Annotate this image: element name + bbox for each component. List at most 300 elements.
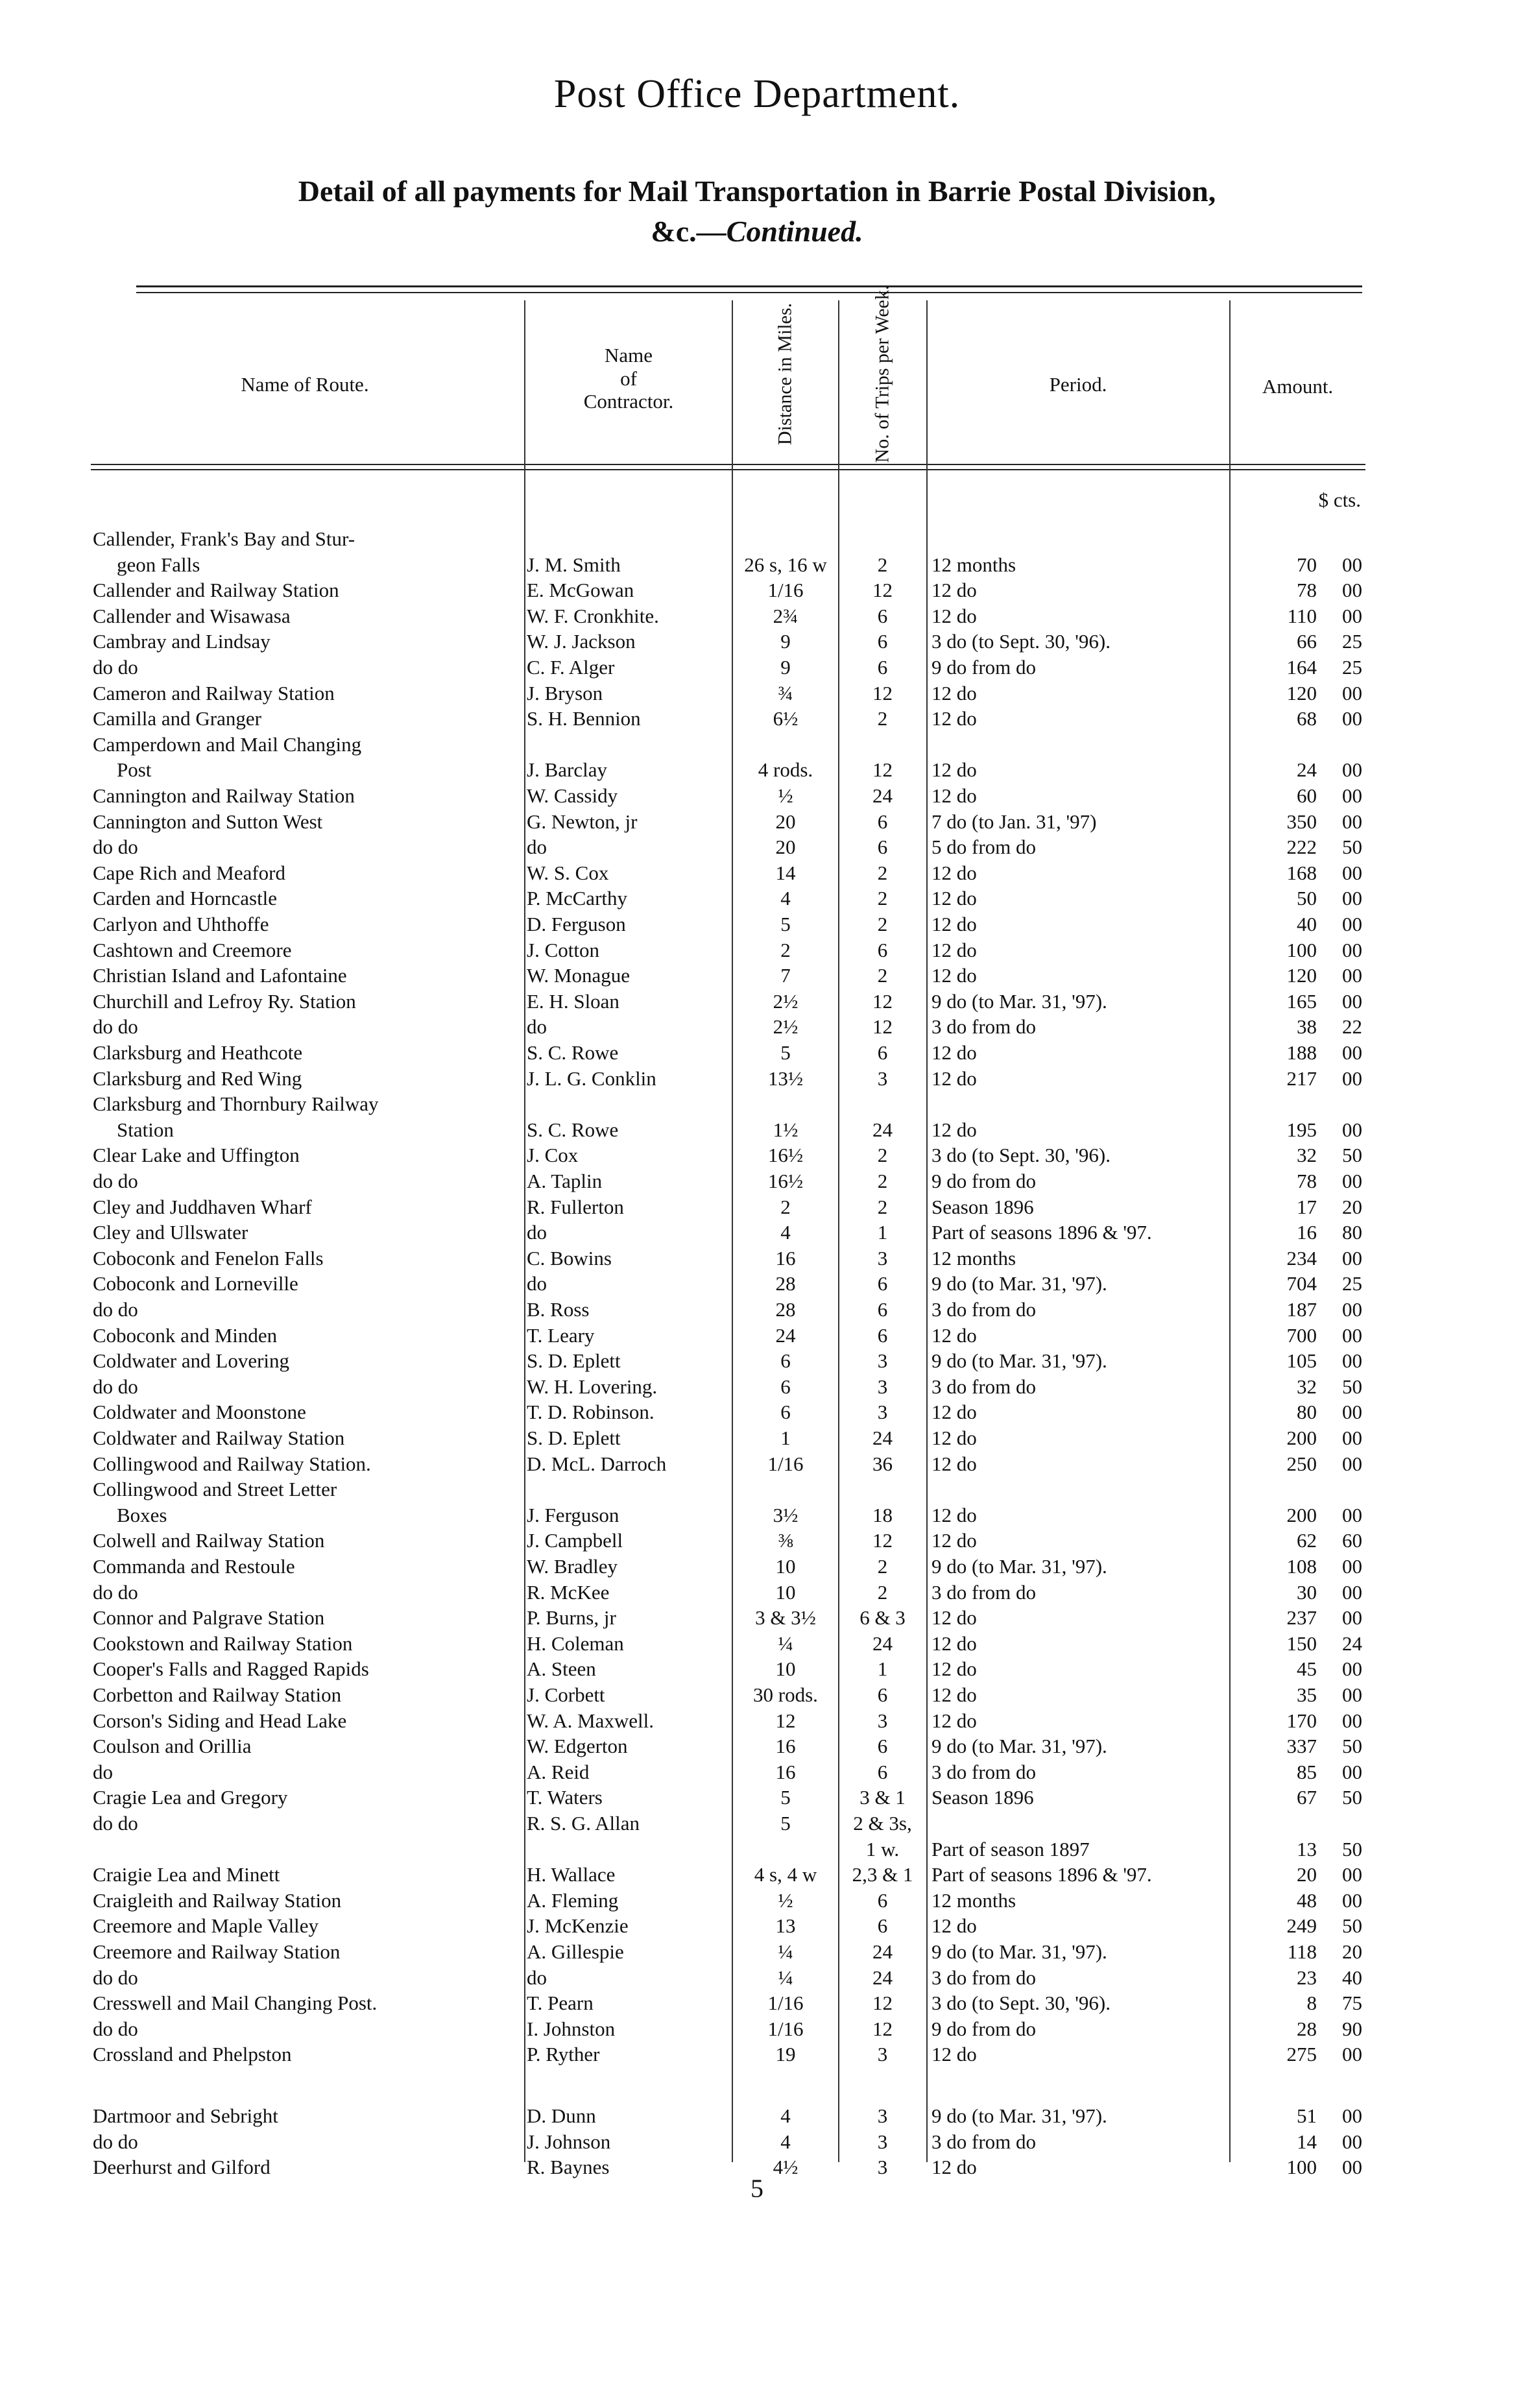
trips-value: 2 [877, 1170, 888, 1192]
contractor-name: J. L. G. Conklin [527, 1066, 656, 1090]
amount-dollars: 45 [1297, 1657, 1317, 1681]
trips-value: 6 [877, 1914, 888, 1938]
trips-value: 3 & 1 [859, 1786, 906, 1809]
trips-value: 24 [872, 1631, 893, 1655]
distance-value: ¼ [778, 1940, 793, 1963]
distance-value: 16 [775, 1735, 796, 1758]
period-value: 12 do [931, 604, 977, 627]
distance-value: 24 [775, 1323, 796, 1347]
trips-value: 2 & 3s, [853, 1812, 912, 1835]
amount-cents: 00 [1342, 1555, 1362, 1578]
trips-value: 6 [877, 1272, 888, 1295]
route-name: Coboconk and Fenelon Falls [93, 1246, 324, 1270]
header-amount: Amount. [1262, 375, 1334, 398]
contractor-name: J. Ferguson [527, 1503, 619, 1526]
trips-value: 6 [877, 938, 888, 961]
contractor-name: S. H. Bennion [527, 707, 641, 730]
amount-cents: 50 [1342, 1144, 1362, 1167]
period-value: 9 do (to Mar. 31, '97). [931, 1349, 1107, 1373]
contractor-name: S. D. Eplett [527, 1427, 621, 1449]
amount-cents: 00 [1342, 1323, 1362, 1347]
amount-cents: 00 [1342, 1683, 1362, 1706]
route-name: Post [117, 758, 152, 782]
amount-cents: 00 [1342, 861, 1362, 884]
route-name: Cannington and Railway Station [93, 784, 355, 807]
contractor-name: do [527, 1015, 547, 1039]
trips-value: 24 [872, 1940, 893, 1963]
amount-cents: 90 [1342, 2017, 1362, 2040]
contractor-name: A. Steen [527, 1657, 596, 1681]
trips-value: 2,3 & 1 [852, 1863, 913, 1886]
amount-cents: 00 [1342, 681, 1362, 704]
contractor-name: do [527, 1272, 547, 1295]
amount-dollars: 70 [1297, 553, 1317, 576]
amount-dollars: 195 [1286, 1118, 1317, 1141]
trips-value: 3 [877, 2104, 888, 2127]
amount-cents: 00 [1342, 579, 1362, 602]
route-name: Cape Rich and Meaford [93, 861, 285, 884]
top-rule [136, 285, 1362, 287]
amount-cents: 00 [1342, 938, 1362, 961]
contractor-name: J. Cotton [527, 938, 599, 961]
period-value: 12 do [931, 1914, 977, 1938]
route-name: Coboconk and Minden [93, 1323, 278, 1347]
amount-dollars: 66 [1297, 630, 1317, 653]
period-value: 3 do from do [931, 2130, 1037, 2153]
trips-value: 3 [877, 1246, 888, 1270]
distance-value: 1½ [773, 1118, 799, 1141]
route-name: Creemore and Maple Valley [93, 1914, 319, 1938]
distance-value: 4½ [773, 2156, 799, 2179]
period-value: 12 do [931, 964, 977, 987]
amount-dollars: 62 [1297, 1529, 1317, 1552]
amount-cents: 00 [1342, 1298, 1362, 1321]
period-value: 9 do from do [931, 2017, 1037, 2040]
period-value: 9 do (to Mar. 31, '97). [931, 1735, 1107, 1758]
amount-cents: 00 [1342, 1246, 1362, 1270]
distance-value: 13 [775, 1914, 796, 1938]
amount-dollars: 200 [1286, 1503, 1317, 1526]
trips-value: 24 [872, 784, 893, 807]
period-value: 9 do from do [931, 656, 1037, 679]
contractor-name: do [527, 1966, 547, 1989]
distance-value: 4 [780, 2130, 791, 2153]
amount-cents: 40 [1342, 1966, 1362, 1989]
route-name: Cannington and Sutton West [93, 810, 323, 833]
amount-cents: 00 [1342, 887, 1362, 910]
period-value: 3 do (to Sept. 30, '96). [931, 1144, 1111, 1167]
period-value: 12 do [931, 1041, 977, 1064]
amount-dollars: 51 [1297, 2104, 1317, 2127]
amount-cents: 50 [1342, 1914, 1362, 1938]
amount-dollars: 700 [1286, 1323, 1317, 1347]
period-value: Part of seasons 1896 & '97. [931, 1221, 1152, 1244]
amount-cents: 20 [1342, 1940, 1362, 1963]
amount-dollars: 14 [1297, 2130, 1317, 2153]
contractor-name: J. McKenzie [527, 1914, 629, 1938]
route-name: Churchill and Lefroy Ry. Station [93, 989, 356, 1013]
contractor-name: C. Bowins [527, 1246, 612, 1270]
distance-value: 16½ [767, 1170, 804, 1192]
top-rule-2 [136, 292, 1362, 293]
period-value: 3 do from do [931, 1375, 1037, 1398]
trips-value: 2 [877, 1195, 888, 1218]
amount-dollars: 200 [1286, 1427, 1317, 1449]
distance-value: 4 [780, 2104, 791, 2127]
distance-value: 28 [775, 1298, 796, 1321]
period-value: 12 months [931, 1888, 1016, 1912]
contractor-name: W. S. Cox [527, 861, 609, 884]
contractor-name: I. Johnston [527, 2017, 616, 2040]
distance-value: ¾ [778, 681, 793, 704]
distance-value: 5 [780, 1812, 791, 1835]
amount-cents: 00 [1342, 1760, 1362, 1783]
route-name: Station [117, 1118, 174, 1141]
contractor-name: T. D. Robinson. [527, 1401, 655, 1424]
amount-cents: 25 [1342, 630, 1362, 653]
amount-cents: 00 [1342, 2043, 1362, 2066]
route-name: do do [93, 1966, 138, 1989]
route-name: Cley and Ullswater [93, 1221, 248, 1244]
contractor-name: C. F. Alger [527, 656, 615, 679]
route-name: Callender and Railway Station [93, 579, 339, 602]
distance-value: 6 [780, 1349, 791, 1373]
period-value: 12 do [931, 1657, 977, 1681]
amount-cents: 00 [1342, 604, 1362, 627]
amount-dollars: 164 [1286, 656, 1317, 679]
period-value: 9 do (to Mar. 31, '97). [931, 1940, 1107, 1963]
period-value: 12 do [931, 1427, 977, 1449]
amount-cents: 00 [1342, 1709, 1362, 1732]
page-title [0, 174, 1514, 208]
period-value: 9 do from do [931, 1170, 1037, 1192]
contractor-name: J. Johnson [527, 2130, 611, 2153]
route-name: Commanda and Restoule [93, 1555, 295, 1578]
route-name: Cooper's Falls and Ragged Rapids [93, 1657, 369, 1681]
period-value: 12 do [931, 1118, 977, 1141]
route-name: Cambray and Lindsay [93, 630, 270, 653]
header-currency: $ cts. [1318, 488, 1361, 511]
amount-cents: 00 [1342, 1118, 1362, 1141]
period-value: 3 do from do [931, 1580, 1037, 1604]
header-contractor [527, 344, 730, 413]
contractor-name: W. Edgerton [527, 1735, 628, 1758]
distance-value: 30 rods. [753, 1683, 818, 1706]
route-name: Camperdown and Mail Changing [93, 732, 362, 756]
period-value: 12 do [931, 913, 977, 935]
contractor-name: J. Campbell [527, 1529, 623, 1552]
distance-value: ½ [778, 784, 793, 807]
route-name: Clarksburg and Thornbury Railway [93, 1092, 379, 1116]
distance-value: 5 [780, 1041, 791, 1064]
trips-value: 2 [877, 1580, 888, 1604]
contractor-name: A. Reid [527, 1760, 590, 1783]
route-name: Cley and Juddhaven Wharf [93, 1195, 312, 1218]
contractor-name: J. Corbett [527, 1683, 605, 1706]
period-value: 9 do (to Mar. 31, '97). [931, 1272, 1107, 1295]
trips-value: 1 [877, 1657, 888, 1681]
route-name: do do [93, 2017, 138, 2040]
col-rule-contractor [732, 300, 733, 2162]
amount-cents: 24 [1342, 1631, 1362, 1655]
distance-value: 12 [775, 1709, 796, 1732]
distance-value: 4 rods. [758, 758, 813, 782]
route-name: do do [93, 836, 138, 859]
distance-value: 13½ [767, 1066, 804, 1090]
period-value: 9 do (to Mar. 31, '97). [931, 989, 1107, 1013]
contractor-name: S. C. Rowe [527, 1041, 619, 1064]
amount-dollars: 17 [1297, 1195, 1317, 1218]
amount-dollars: 48 [1297, 1888, 1317, 1912]
contractor-name: A. Gillespie [527, 1940, 624, 1963]
amount-cents: 00 [1342, 1427, 1362, 1449]
route-name: do do [93, 1812, 138, 1835]
amount-dollars: 23 [1297, 1966, 1317, 1989]
amount-cents: 25 [1342, 1272, 1362, 1295]
trips-value: 3 [877, 2156, 888, 2179]
period-value: 12 do [931, 681, 977, 704]
amount-cents: 25 [1342, 656, 1362, 679]
header-contractor-line3: Contractor. [583, 390, 674, 413]
period-value: 5 do from do [931, 836, 1037, 859]
contractor-name: T. Pearn [527, 1992, 594, 2015]
route-name: Boxes [117, 1503, 167, 1526]
trips-value: 2 [877, 964, 888, 987]
trips-value: 24 [872, 1427, 893, 1449]
trips-value: 12 [872, 1015, 893, 1039]
route-name: Cashtown and Creemore [93, 938, 292, 961]
distance-value: 20 [775, 836, 796, 859]
route-name: Craigleith and Railway Station [93, 1888, 342, 1912]
route-name: Coulson and Orillia [93, 1735, 252, 1758]
amount-cents: 20 [1342, 1195, 1362, 1218]
trips-value: 2 [877, 887, 888, 910]
distance-value: 1/16 [767, 2017, 804, 2040]
contractor-name: P. Burns, jr [527, 1606, 616, 1630]
trips-value: 3 [877, 1401, 888, 1424]
distance-value: 16 [775, 1760, 796, 1783]
amount-dollars: 78 [1297, 1170, 1317, 1192]
period-value: Part of season 1897 [931, 1837, 1090, 1860]
contractor-name: W. A. Maxwell. [527, 1709, 655, 1732]
contractor-name: H. Coleman [527, 1631, 624, 1655]
route-name: Clear Lake and Uffington [93, 1144, 300, 1167]
amount-dollars: 78 [1297, 579, 1317, 602]
period-value: 12 do [931, 784, 977, 807]
period-value: 3 do from do [931, 1298, 1037, 1321]
contractor-name: W. Bradley [527, 1555, 618, 1578]
period-value: Season 1896 [931, 1195, 1034, 1218]
distance-value: 2 [780, 1195, 791, 1218]
amount-dollars: 28 [1297, 2017, 1317, 2040]
distance-value: 20 [775, 810, 796, 833]
route-name: Collingwood and Railway Station. [93, 1452, 371, 1475]
contractor-name: R. Fullerton [527, 1195, 624, 1218]
subtitle-prefix: &c.— [651, 215, 727, 248]
amount-dollars: 100 [1286, 2156, 1317, 2179]
period-value: 12 do [931, 1529, 977, 1552]
trips-value: 3 [877, 1375, 888, 1398]
route-name: do do [93, 1015, 138, 1039]
period-value: 3 do from do [931, 1015, 1037, 1039]
amount-cents: 00 [1342, 707, 1362, 730]
trips-value: 2 [877, 1555, 888, 1578]
route-name: Coldwater and Lovering [93, 1349, 290, 1373]
period-value: 12 do [931, 861, 977, 884]
period-value: 7 do (to Jan. 31, '97) [931, 810, 1097, 833]
amount-cents: 00 [1342, 964, 1362, 987]
route-name: do do [93, 1298, 138, 1321]
col-rule-period [1229, 300, 1231, 2162]
route-name: do [93, 1760, 113, 1783]
route-name: Corson's Siding and Head Lake [93, 1709, 347, 1732]
distance-value: 7 [780, 964, 791, 987]
route-name: do do [93, 656, 138, 679]
header-rule-2 [91, 469, 1365, 470]
page-subtitle [0, 214, 1514, 248]
distance-value: 1/16 [767, 1452, 804, 1475]
amount-dollars: 80 [1297, 1401, 1317, 1424]
contractor-name: H. Wallace [527, 1863, 616, 1886]
distance-value: 26 s, 16 w [744, 553, 827, 576]
amount-cents: 00 [1342, 1888, 1362, 1912]
contractor-name: R. McKee [527, 1580, 610, 1604]
amount-dollars: 67 [1297, 1786, 1317, 1809]
amount-dollars: 234 [1286, 1246, 1317, 1270]
amount-cents: 60 [1342, 1529, 1362, 1552]
contractor-name: W. F. Cronkhite. [527, 604, 659, 627]
amount-cents: 00 [1342, 553, 1362, 576]
col-rule-route [524, 300, 525, 2162]
amount-dollars: 13 [1297, 1837, 1317, 1860]
amount-cents: 00 [1342, 1863, 1362, 1886]
route-name: Coldwater and Railway Station [93, 1427, 345, 1449]
trips-value: 12 [872, 1529, 893, 1552]
contractor-name: B. Ross [527, 1298, 590, 1321]
trips-value: 2 [877, 553, 888, 576]
amount-dollars: 168 [1286, 861, 1317, 884]
distance-value: 14 [775, 861, 796, 884]
route-name: Creemore and Railway Station [93, 1940, 341, 1963]
amount-dollars: 38 [1297, 1015, 1317, 1039]
period-value: 12 do [931, 1323, 977, 1347]
amount-dollars: 68 [1297, 707, 1317, 730]
route-name: Christian Island and Lafontaine [93, 964, 347, 987]
amount-dollars: 120 [1286, 681, 1317, 704]
route-name: Connor and Palgrave Station [93, 1606, 325, 1630]
contractor-name: R. Baynes [527, 2156, 610, 2179]
amount-dollars: 50 [1297, 887, 1317, 910]
amount-dollars: 275 [1286, 2043, 1317, 2066]
route-name: Carden and Horncastle [93, 887, 278, 910]
amount-dollars: 30 [1297, 1580, 1317, 1604]
amount-dollars: 188 [1286, 1041, 1317, 1064]
header-route: Name of Route. [241, 373, 369, 396]
route-name: Cragie Lea and Gregory [93, 1786, 288, 1809]
trips-value: 24 [872, 1966, 893, 1989]
period-value: 12 do [931, 1452, 977, 1475]
amount-cents: 00 [1342, 2104, 1362, 2127]
page-number: 5 [751, 2174, 763, 2203]
route-name: Callender and Wisawasa [93, 604, 291, 627]
amount-cents: 00 [1342, 1349, 1362, 1373]
amount-cents: 00 [1342, 810, 1362, 833]
period-value: 12 do [931, 1401, 977, 1424]
trips-value: 6 [877, 836, 888, 859]
trips-value: 1 w. [865, 1837, 900, 1860]
amount-cents: 00 [1342, 1066, 1362, 1090]
amount-dollars: 100 [1286, 938, 1317, 961]
subtitle-italic: Continued. [726, 215, 863, 248]
amount-dollars: 187 [1286, 1298, 1317, 1321]
amount-dollars: 8 [1306, 1992, 1317, 2015]
distance-value: 5 [780, 1786, 791, 1809]
contractor-name: P. Ryther [527, 2043, 600, 2066]
period-value: 12 do [931, 2156, 977, 2179]
contractor-name: A. Taplin [527, 1170, 603, 1192]
amount-dollars: 704 [1286, 1272, 1317, 1295]
route-name: Cameron and Railway Station [93, 681, 335, 704]
trips-value: 6 [877, 1041, 888, 1064]
amount-dollars: 32 [1297, 1375, 1317, 1398]
amount-dollars: 120 [1286, 964, 1317, 987]
period-value: 12 do [931, 1606, 977, 1630]
trips-value: 36 [872, 1452, 893, 1475]
period-value: 12 do [931, 1503, 977, 1526]
route-name: do do [93, 1170, 138, 1192]
route-name: Craigie Lea and Minett [93, 1863, 280, 1886]
contractor-name: S. D. Eplett [527, 1349, 621, 1373]
trips-value: 6 [877, 1323, 888, 1347]
period-value: 12 do [931, 938, 977, 961]
amount-cents: 50 [1342, 1786, 1362, 1809]
amount-cents: 00 [1342, 1606, 1362, 1630]
amount-dollars: 110 [1287, 604, 1317, 627]
distance-value: 16½ [767, 1144, 804, 1167]
amount-dollars: 108 [1286, 1555, 1317, 1578]
contractor-name: R. S. G. Allan [527, 1812, 640, 1835]
amount-dollars: 60 [1297, 784, 1317, 807]
route-name: do do [93, 1580, 138, 1604]
amount-dollars: 24 [1297, 758, 1317, 782]
amount-dollars: 16 [1297, 1221, 1317, 1244]
amount-dollars: 40 [1297, 913, 1317, 935]
period-value: 12 do [931, 579, 977, 602]
amount-dollars: 350 [1286, 810, 1317, 833]
amount-dollars: 165 [1286, 989, 1317, 1013]
distance-value: 3½ [773, 1503, 799, 1526]
amount-cents: 00 [1342, 1170, 1362, 1192]
contractor-name: E. McGowan [527, 579, 634, 602]
distance-value: 2 [780, 938, 791, 961]
route-name: Coldwater and Moonstone [93, 1401, 306, 1424]
contractor-name: A. Fleming [527, 1888, 619, 1912]
period-value: 12 do [931, 1066, 977, 1090]
period-value: 12 months [931, 1246, 1016, 1270]
distance-value: 1/16 [767, 579, 804, 602]
amount-cents: 00 [1342, 989, 1362, 1013]
trips-value: 12 [872, 2017, 893, 2040]
contractor-name: D. McL. Darroch [527, 1452, 667, 1475]
trips-value: 6 [877, 630, 888, 653]
trips-value: 6 [877, 810, 888, 833]
title-text: Detail of all payments for Mail Transportation in Barrie Postal Division, [298, 175, 1216, 208]
amount-dollars: 337 [1286, 1735, 1317, 1758]
contractor-name: D. Dunn [527, 2104, 596, 2127]
trips-value: 2 [877, 707, 888, 730]
contractor-name: W. J. Jackson [527, 630, 636, 653]
route-name: Clarksburg and Heathcote [93, 1041, 303, 1064]
